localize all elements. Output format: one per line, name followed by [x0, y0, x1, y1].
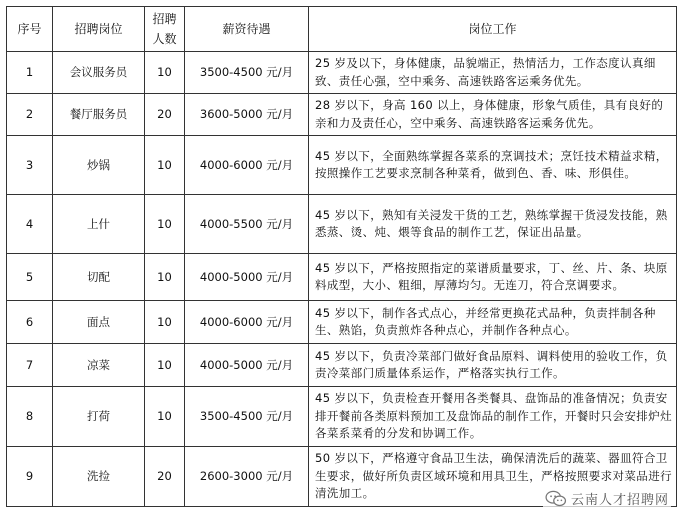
- table-row: [7, 136, 677, 195]
- cell-seq: 6: [7, 301, 53, 344]
- cell-seq: 5: [7, 254, 53, 301]
- cell-duty: 45 岁以下，熟知有关浸发干货的工艺，熟练掌握干货浸发技能，熟悉蒸、烫、炖、煨等食品的制作工艺，保证出品量。: [309, 195, 677, 254]
- header-duty: 岗位工作: [309, 7, 677, 52]
- header-post: 招聘岗位: [53, 7, 145, 52]
- cell-count: 20: [145, 447, 185, 507]
- cell-post: 炒锅: [53, 136, 145, 195]
- cell-post: 凉菜: [53, 344, 145, 387]
- cell-salary: 3500-4500 元/月: [185, 387, 309, 447]
- cell-salary: 3600-5000 元/月: [185, 94, 309, 136]
- cell-salary: 4000-5500 元/月: [185, 195, 309, 254]
- cell-duty: 45 岁以下，负责检查开餐用各类餐具、盘饰品的准备情况；负责安排开餐前各类原料预加工及盘饰品的制作工作，开餐时只会安排炉灶各菜系菜肴的分发和协调工作。: [309, 387, 677, 447]
- watermark: [543, 489, 671, 508]
- cell-seq: 4: [7, 195, 53, 254]
- cell-duty: 45 岁以下，负责冷菜部门做好食品原料、调料使用的验收工作，负责冷菜部门质量体系运作，严格落实执行工作。: [309, 344, 677, 387]
- recruitment-table: [6, 6, 677, 507]
- cell-post: 面点: [53, 301, 145, 344]
- cell-post: 会议服务员: [53, 52, 145, 94]
- cell-count: 10: [145, 387, 185, 447]
- table-row: [7, 254, 677, 301]
- cell-count: 20: [145, 94, 185, 136]
- cell-post: 洗捡: [53, 447, 145, 507]
- cell-salary: 4000-6000 元/月: [185, 301, 309, 344]
- cell-duty: 25 岁及以下，身体健康，品貌端正，热情活力，工作态度认真细致、责任心强，空中乘务、高速铁路客运乘务优先。: [309, 52, 677, 94]
- cell-post: 上什: [53, 195, 145, 254]
- cell-salary: 3500-4500 元/月: [185, 52, 309, 94]
- cell-count: 10: [145, 301, 185, 344]
- cell-count: 10: [145, 136, 185, 195]
- cell-seq: 1: [7, 52, 53, 94]
- cell-salary: 4000-5000 元/月: [185, 344, 309, 387]
- table-row: [7, 195, 677, 254]
- watermark-text: 云南人才招聘网: [570, 493, 669, 508]
- cell-seq: 2: [7, 94, 53, 136]
- cell-duty: 45 岁以下，全面熟练掌握各菜系的烹调技术；烹饪技术精益求精，按照操作工艺要求烹制各种菜肴，做到色、香、味、形俱佳。: [309, 136, 677, 195]
- cell-duty: 50 岁以下，严格遵守食品卫生法，确保清洗后的蔬菜、器皿符合卫生要求，做好所负责区域环境和用具卫生，严格按照要求对菜品进行清洗加工。: [309, 447, 677, 507]
- cell-seq: 7: [7, 344, 53, 387]
- cell-seq: 8: [7, 387, 53, 447]
- table-row: [7, 94, 677, 136]
- table-header-row: [7, 7, 677, 52]
- cell-count: 10: [145, 254, 185, 301]
- cell-count: 10: [145, 195, 185, 254]
- wechat-icon: [545, 490, 567, 508]
- table-row: [7, 387, 677, 447]
- cell-salary: 4000-5000 元/月: [185, 254, 309, 301]
- cell-salary: 4000-6000 元/月: [185, 136, 309, 195]
- cell-salary: 2600-3000 元/月: [185, 447, 309, 507]
- cell-post: 餐厅服务员: [53, 94, 145, 136]
- cell-duty: 45 岁以下，制作各式点心，并经常更换花式品种，负责拌制各种生、熟馅，负责煎炸各种点心，并制作各种点心。: [309, 301, 677, 344]
- cell-duty: 28 岁以下，身高 160 以上，身体健康，形象气质佳，具有良好的亲和力及责任心，空中乘务、高速铁路客运乘务优先。: [309, 94, 677, 136]
- header-count: 招聘 人数: [145, 7, 185, 52]
- cell-seq: 9: [7, 447, 53, 507]
- cell-post: 打荷: [53, 387, 145, 447]
- header-seq: 序号: [7, 7, 53, 52]
- header-salary: 薪资待遇: [185, 7, 309, 52]
- cell-seq: 3: [7, 136, 53, 195]
- table-row: [7, 301, 677, 344]
- cell-count: 10: [145, 52, 185, 94]
- table-row: [7, 52, 677, 94]
- cell-count: 10: [145, 344, 185, 387]
- cell-duty: 45 岁以下，严格按照指定的菜谱质量要求，丁、丝、片、条、块原料成型，大小、粗细，厚薄均匀。无连刀，符合烹调要求。: [309, 254, 677, 301]
- table-row: [7, 344, 677, 387]
- cell-post: 切配: [53, 254, 145, 301]
